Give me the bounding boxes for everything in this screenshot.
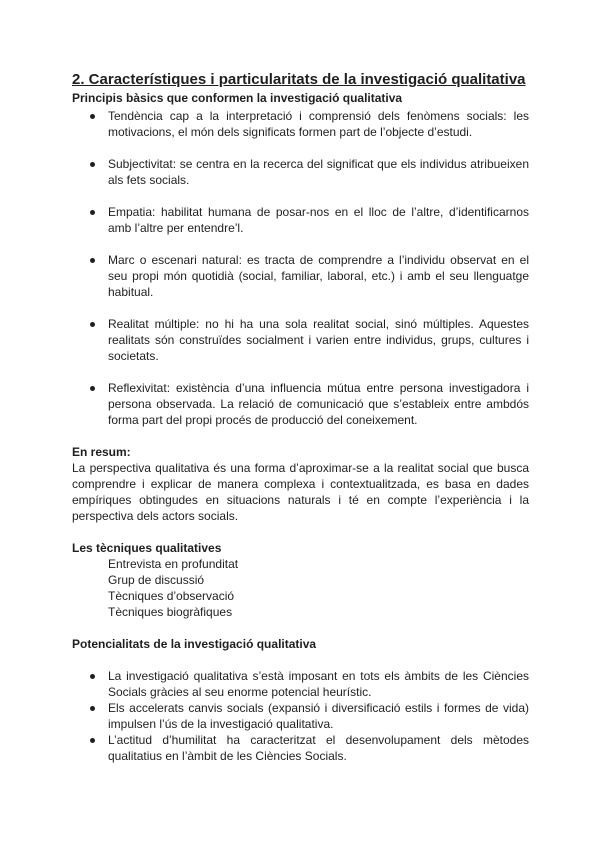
technique-item: Grup de discussió bbox=[108, 573, 205, 587]
principles-list bbox=[72, 108, 529, 428]
principle-text: Tendència cap a la interpretació i comprensió dels fenòmens socials: les motivacions, el món dels significats formen part de l’objecte d’estudi. bbox=[108, 109, 529, 139]
principles-heading: Principis bàsics que conformen la investigació qualitativa bbox=[72, 91, 403, 105]
document-page bbox=[72, 71, 529, 764]
principle-text: Marc o escenari natural: es tracta de comprendre a l’individu observat en el seu propi món quotidià (social, familiar, laboral, etc.) i amb el seu llenguatge habitual. bbox=[108, 253, 529, 299]
bullet-icon bbox=[90, 322, 95, 327]
technique-item: Entrevista en profunditat bbox=[108, 557, 239, 571]
list-item bbox=[72, 108, 529, 140]
bullet-icon bbox=[90, 162, 95, 167]
bullet-icon bbox=[90, 210, 95, 215]
principle-text: Empatia: habilitat humana de posar-nos en el lloc de l’altre, d’identificarnos amb l’altre per entendre’l. bbox=[108, 205, 529, 235]
bullet-icon bbox=[90, 674, 95, 679]
list-item bbox=[72, 700, 529, 732]
principle-text: Realitat múltiple: no hi ha una sola realitat social, sinó múltiples. Aquestes realitats són construïdes socialment i varien entre individus, grups, cultures i societats. bbox=[108, 317, 529, 363]
technique-item: Tècniques d’observació bbox=[108, 589, 235, 603]
summary-text: La perspectiva qualitativa és una forma d’aproximar-se a la realitat social que busca comprendre i explicar de manera complexa i contextualitzada, es basa en dades empíriques obtingudes en situacions naturals i té en compte l’experiència i la perspectiva dels actors socials. bbox=[72, 461, 529, 523]
page-title: 2. Característiques i particularitats de la investigació qualitativa bbox=[72, 71, 526, 88]
potential-text: Els accelerats canvis socials (expansió i diversificació estils i formes de vida) impulsen l’ús de la investigació qualitativa. bbox=[108, 701, 529, 731]
list-item bbox=[72, 156, 529, 188]
techniques-heading: Les tècniques qualitatives bbox=[72, 541, 222, 555]
bullet-icon bbox=[90, 738, 95, 743]
bullet-icon bbox=[90, 258, 95, 263]
principle-text: Subjectivitat: se centra en la recerca del significat que els individus atribueixen als fets socials. bbox=[108, 157, 529, 187]
bullet-icon bbox=[90, 386, 95, 391]
list-item bbox=[72, 252, 529, 300]
list-item bbox=[72, 316, 529, 364]
potential-text: L’actitud d’humilitat ha caracteritzat el desenvolupament dels mètodes qualitatius en l’àmbit de les Ciències Socials. bbox=[108, 733, 529, 763]
potential-text: La investigació qualitativa s’està imposant en tots els àmbits de les Ciències Socials gràcies al seu enorme potencial heurístic. bbox=[108, 669, 529, 699]
list-item bbox=[72, 732, 529, 764]
potentials-list bbox=[72, 668, 529, 764]
list-item bbox=[72, 668, 529, 700]
principle-text: Reflexivitat: existència d’una influencia mútua entre persona investigadora i persona observada. La relació de comunicació que s’estableix entre ambdós forma part del propi procés de producció del coneixement. bbox=[108, 381, 529, 427]
list-item bbox=[72, 380, 529, 428]
potentials-heading: Potencialitats de la investigació qualitativa bbox=[72, 637, 317, 651]
technique-item: Tècniques biogràfiques bbox=[108, 605, 233, 619]
list-item bbox=[72, 204, 529, 236]
bullet-icon bbox=[90, 706, 95, 711]
summary-heading: En resum: bbox=[72, 445, 131, 459]
bullet-icon bbox=[90, 114, 95, 119]
